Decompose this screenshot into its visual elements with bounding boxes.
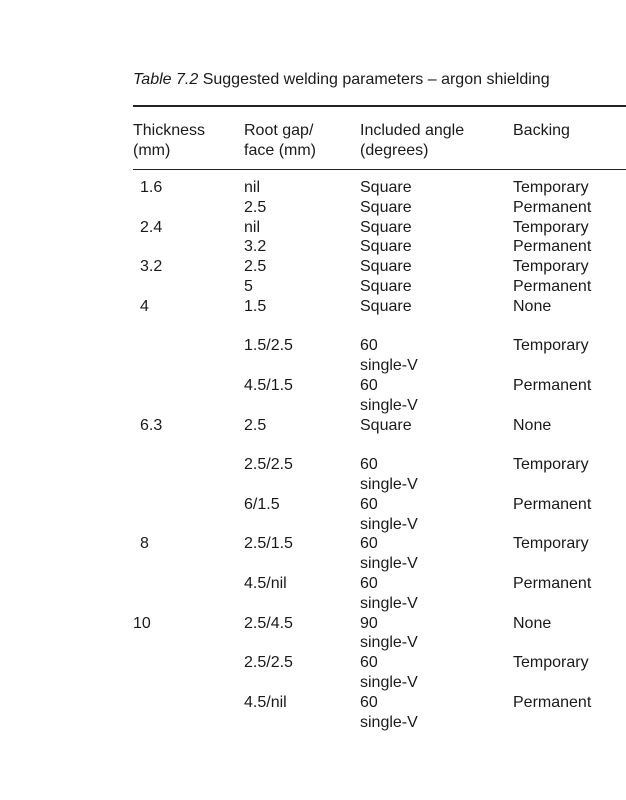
table-caption: [133, 71, 550, 89]
cell-thickness: 8: [140, 535, 149, 553]
cell-root-gap: 4.5/1.5: [244, 376, 293, 394]
cell-backing: None: [513, 416, 552, 434]
table-body: [0, 178, 626, 732]
cell-included-angle: 60: [360, 535, 378, 553]
cell-root-gap: 5: [244, 277, 253, 295]
cell-backing: Temporary: [513, 218, 589, 236]
cell-included-angle: Square: [360, 238, 412, 256]
cell-included-angle: single-V: [360, 357, 418, 375]
cell-included-angle: Square: [360, 179, 412, 196]
cell-backing: Temporary: [513, 337, 589, 355]
header-thickness-line2: (mm): [133, 142, 171, 159]
cell-backing: None: [513, 297, 552, 315]
cell-included-angle: 60: [360, 456, 378, 474]
cell-root-gap: 2.5: [244, 198, 267, 216]
header-root-gap-line1: Root gap/: [244, 122, 314, 139]
cell-root-gap: 2.5: [244, 416, 267, 434]
table-row: [0, 475, 626, 495]
header-root-gap: [244, 121, 316, 161]
cell-backing: Temporary: [513, 654, 589, 672]
table-row: [0, 633, 626, 653]
cell-root-gap: 1.5/2.5: [244, 337, 293, 355]
header-root-gap-line2: face (mm): [244, 142, 316, 159]
header-included-angle-line2: (degrees): [360, 142, 429, 159]
cell-root-gap: 2.5: [244, 258, 267, 276]
cell-included-angle: Square: [360, 218, 412, 236]
table-row: [0, 515, 626, 535]
table-row: [0, 435, 626, 455]
cell-included-angle: 60: [360, 693, 378, 711]
cell-backing: Temporary: [513, 456, 589, 474]
header-thickness: [133, 121, 205, 161]
cell-thickness: 10: [133, 614, 151, 632]
cell-root-gap: 2.5/2.5: [244, 654, 293, 672]
cell-included-angle: Square: [360, 297, 412, 315]
cell-included-angle: 60: [360, 574, 378, 592]
table-row: [0, 594, 626, 614]
cell-included-angle: 60: [360, 337, 378, 355]
cell-root-gap: 3.2: [244, 238, 267, 256]
cell-included-angle: single-V: [360, 713, 418, 731]
table-row: [0, 376, 626, 396]
cell-included-angle: single-V: [360, 594, 418, 612]
cell-backing: Temporary: [513, 179, 589, 196]
table-row: [0, 455, 626, 475]
cell-root-gap: 2.5/4.5: [244, 614, 293, 632]
cell-included-angle: Square: [360, 198, 412, 216]
table-row: [0, 198, 626, 218]
cell-included-angle: 60: [360, 495, 378, 513]
cell-thickness: 6.3: [140, 416, 163, 434]
cell-backing: Permanent: [513, 574, 592, 592]
table-row: [0, 693, 626, 713]
cell-root-gap: nil: [244, 179, 261, 196]
cell-backing: Permanent: [513, 277, 592, 295]
cell-backing: Permanent: [513, 376, 592, 394]
table-row: [0, 356, 626, 376]
table-row: [0, 336, 626, 356]
table-row: [0, 218, 626, 238]
table-row: [0, 396, 626, 416]
cell-included-angle: Square: [360, 277, 412, 295]
cell-root-gap: 2.5/2.5: [244, 456, 293, 474]
table-top-rule: [133, 105, 626, 107]
cell-root-gap: nil: [244, 218, 261, 236]
cell-included-angle: 60: [360, 654, 378, 672]
table-row: [0, 534, 626, 554]
table-row: [0, 317, 626, 337]
cell-root-gap: 2.5/1.5: [244, 535, 293, 553]
cell-included-angle: single-V: [360, 475, 418, 493]
cell-thickness: 3.2: [140, 258, 163, 276]
table-row: [0, 297, 626, 317]
cell-root-gap: 1.5: [244, 297, 267, 315]
table-header-rule: [133, 169, 626, 170]
table-row: [0, 178, 626, 198]
header-included-angle: [360, 121, 464, 161]
cell-included-angle: Square: [360, 258, 412, 276]
cell-included-angle: 90: [360, 614, 378, 632]
header-included-angle-line1: Included angle: [360, 122, 465, 139]
table-row: [0, 416, 626, 436]
cell-thickness: 1.6: [140, 179, 163, 196]
cell-backing: Permanent: [513, 238, 592, 256]
cell-root-gap: 4.5/nil: [244, 574, 287, 592]
cell-root-gap: 6/1.5: [244, 495, 280, 513]
header-backing-line1: Backing: [513, 122, 570, 139]
cell-backing: None: [513, 614, 552, 632]
table-row: [0, 614, 626, 634]
cell-included-angle: 60: [360, 376, 378, 394]
table-caption-title: Suggested welding parameters – argon shielding: [202, 71, 550, 88]
table-row: [0, 237, 626, 257]
cell-included-angle: Square: [360, 416, 412, 434]
cell-included-angle: single-V: [360, 634, 418, 652]
cell-included-angle: single-V: [360, 396, 418, 414]
cell-included-angle: single-V: [360, 673, 418, 691]
cell-backing: Permanent: [513, 198, 592, 216]
table-row: [0, 574, 626, 594]
header-backing: [513, 121, 570, 141]
table-row: [0, 653, 626, 673]
table-caption-label: Table 7.2: [133, 71, 199, 88]
cell-included-angle: single-V: [360, 555, 418, 573]
cell-included-angle: single-V: [360, 515, 418, 533]
table-row: [0, 277, 626, 297]
table-row: [0, 495, 626, 515]
cell-thickness: 4: [140, 297, 149, 315]
cell-backing: Temporary: [513, 258, 589, 276]
table-row: [0, 713, 626, 733]
cell-backing: Temporary: [513, 535, 589, 553]
table-row: [0, 554, 626, 574]
cell-root-gap: 4.5/nil: [244, 693, 287, 711]
table-row: [0, 673, 626, 693]
cell-backing: Permanent: [513, 495, 592, 513]
cell-backing: Permanent: [513, 693, 592, 711]
table-row: [0, 257, 626, 277]
header-thickness-line1: Thickness: [133, 122, 206, 139]
cell-thickness: 2.4: [140, 218, 163, 236]
